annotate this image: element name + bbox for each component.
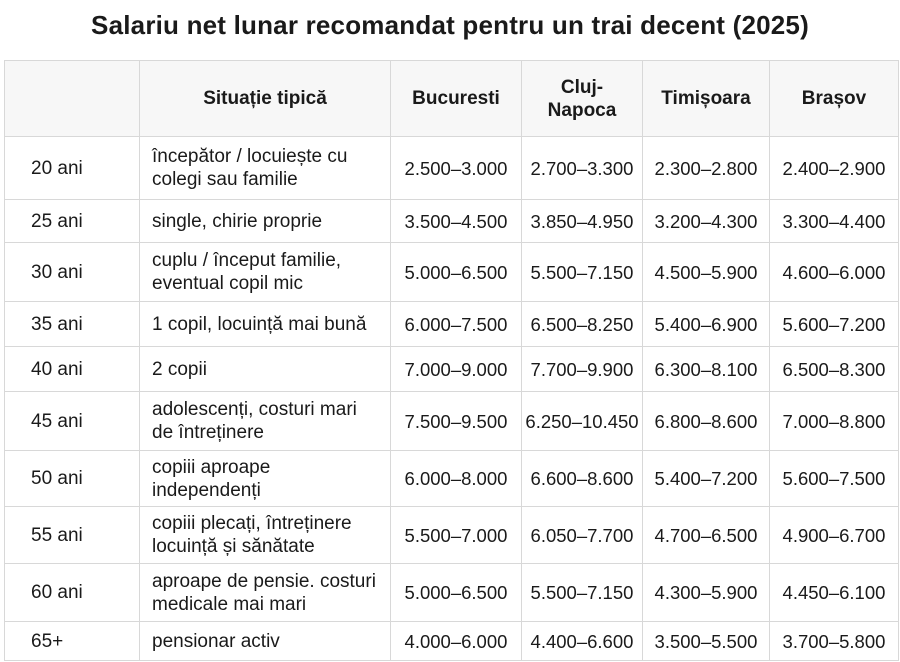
cell-situation: 1 copil, locuință mai bună	[140, 302, 391, 347]
table-row	[5, 564, 899, 622]
table-row	[5, 392, 899, 451]
cell-age: 30 ani	[5, 243, 140, 302]
table-row	[5, 347, 899, 392]
table-row	[5, 451, 899, 507]
cell-timisoara: 5.400–7.200	[643, 451, 770, 507]
cell-bucuresti: 6.000–7.500	[391, 302, 522, 347]
cell-cluj: 6.050–7.700	[522, 507, 643, 564]
table-row	[5, 200, 899, 243]
cell-cluj: 3.850–4.950	[522, 200, 643, 243]
cell-cluj: 6.500–8.250	[522, 302, 643, 347]
cell-timisoara: 4.500–5.900	[643, 243, 770, 302]
table-row	[5, 302, 899, 347]
cell-brasov: 2.400–2.900	[770, 137, 899, 200]
header-bucuresti: Bucuresti	[391, 61, 522, 137]
cell-timisoara: 2.300–2.800	[643, 137, 770, 200]
cell-timisoara: 5.400–6.900	[643, 302, 770, 347]
cell-age: 20 ani	[5, 137, 140, 200]
table-row	[5, 137, 899, 200]
cell-age: 45 ani	[5, 392, 140, 451]
cell-situation: cuplu / început familie, eventual copil mic	[140, 243, 391, 302]
cell-brasov: 4.450–6.100	[770, 564, 899, 622]
table-row	[5, 507, 899, 564]
cell-situation: pensionar activ	[140, 622, 391, 661]
cell-brasov: 5.600–7.200	[770, 302, 899, 347]
cell-bucuresti: 3.500–4.500	[391, 200, 522, 243]
cell-timisoara: 4.700–6.500	[643, 507, 770, 564]
cell-age: 40 ani	[5, 347, 140, 392]
cell-situation: single, chirie proprie	[140, 200, 391, 243]
cell-bucuresti: 5.500–7.000	[391, 507, 522, 564]
cell-timisoara: 6.300–8.100	[643, 347, 770, 392]
table-header-row	[5, 61, 899, 137]
cell-cluj: 5.500–7.150	[522, 243, 643, 302]
cell-cluj: 6.600–8.600	[522, 451, 643, 507]
cell-timisoara: 4.300–5.900	[643, 564, 770, 622]
cell-situation: 2 copii	[140, 347, 391, 392]
cell-brasov: 4.900–6.700	[770, 507, 899, 564]
cell-age: 25 ani	[5, 200, 140, 243]
cell-age: 50 ani	[5, 451, 140, 507]
cell-cluj: 4.400–6.600	[522, 622, 643, 661]
cell-timisoara: 3.200–4.300	[643, 200, 770, 243]
cell-age: 65+	[5, 622, 140, 661]
header-timisoara: Timișoara	[643, 61, 770, 137]
cell-cluj: 6.250–10.450	[522, 392, 643, 451]
table-row	[5, 243, 899, 302]
cell-brasov: 6.500–8.300	[770, 347, 899, 392]
cell-bucuresti: 4.000–6.000	[391, 622, 522, 661]
salary-table	[4, 60, 899, 661]
cell-cluj: 5.500–7.150	[522, 564, 643, 622]
cell-brasov: 5.600–7.500	[770, 451, 899, 507]
cell-timisoara: 6.800–8.600	[643, 392, 770, 451]
cell-brasov: 3.700–5.800	[770, 622, 899, 661]
header-brasov: Brașov	[770, 61, 899, 137]
cell-bucuresti: 5.000–6.500	[391, 564, 522, 622]
cell-situation: aproape de pensie. costuri medicale mai mari	[140, 564, 391, 622]
header-situation: Situație tipică	[140, 61, 391, 137]
cell-age: 55 ani	[5, 507, 140, 564]
header-age	[5, 61, 140, 137]
cell-cluj: 2.700–3.300	[522, 137, 643, 200]
table-row	[5, 622, 899, 661]
cell-age: 60 ani	[5, 564, 140, 622]
cell-brasov: 7.000–8.800	[770, 392, 899, 451]
cell-situation: copiii plecați, întreținere locuință și sănătate	[140, 507, 391, 564]
cell-bucuresti: 7.000–9.000	[391, 347, 522, 392]
header-cluj: Cluj-Napoca	[522, 61, 643, 137]
cell-situation: începător / locuiește cu colegi sau familie	[140, 137, 391, 200]
cell-bucuresti: 7.500–9.500	[391, 392, 522, 451]
page-title: Salariu net lunar recomandat pentru un trai decent (2025)	[91, 10, 809, 40]
cell-bucuresti: 5.000–6.500	[391, 243, 522, 302]
cell-timisoara: 3.500–5.500	[643, 622, 770, 661]
cell-situation: copiii aproape independenți	[140, 451, 391, 507]
cell-bucuresti: 2.500–3.000	[391, 137, 522, 200]
cell-brasov: 4.600–6.000	[770, 243, 899, 302]
cell-bucuresti: 6.000–8.000	[391, 451, 522, 507]
cell-brasov: 3.300–4.400	[770, 200, 899, 243]
cell-cluj: 7.700–9.900	[522, 347, 643, 392]
cell-age: 35 ani	[5, 302, 140, 347]
cell-situation: adolescenți, costuri mari de întreținere	[140, 392, 391, 451]
